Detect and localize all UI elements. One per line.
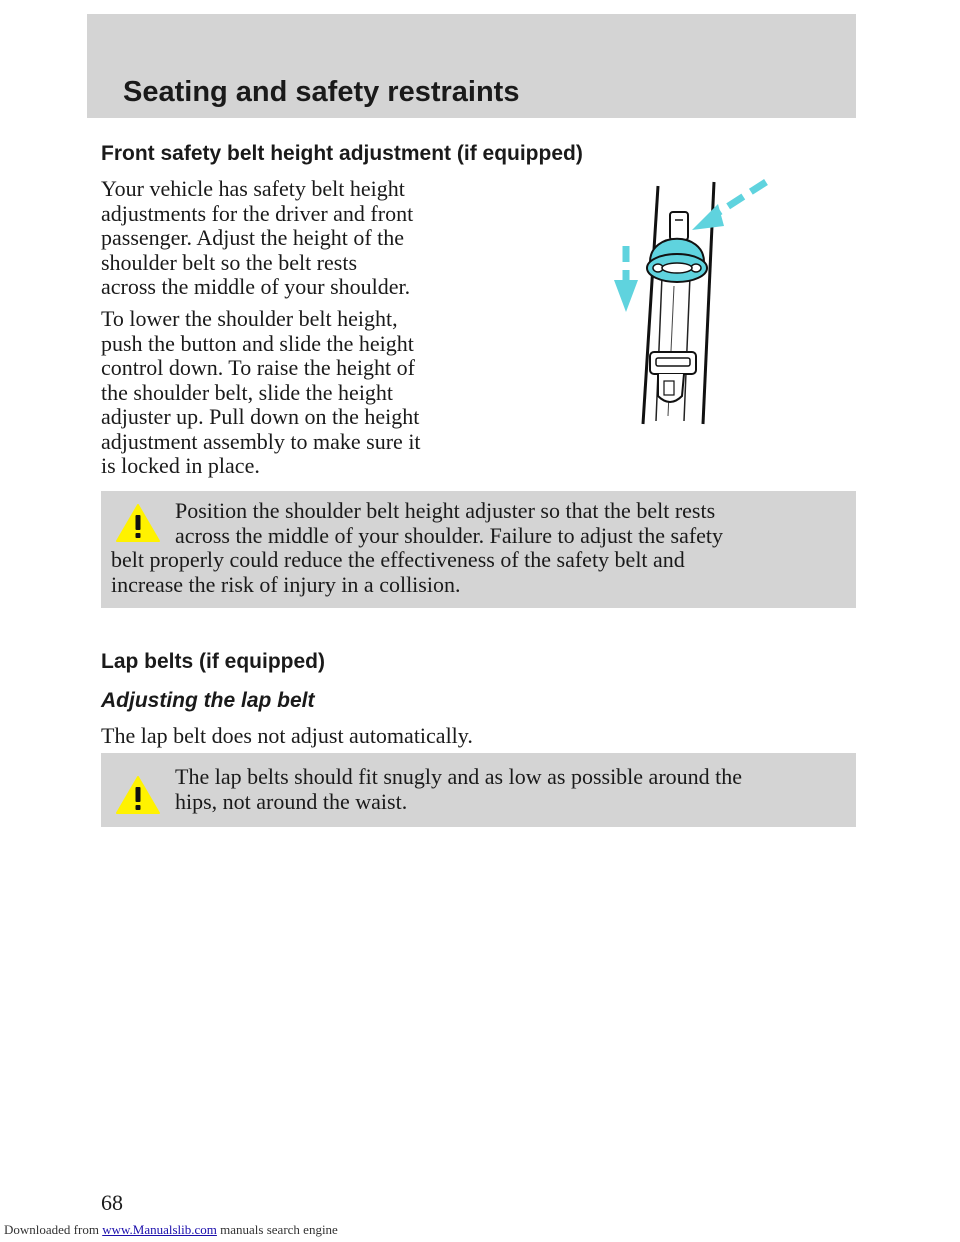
warning-text: [175, 765, 742, 814]
text-line: across the middle of your shoulder.: [101, 274, 411, 299]
paragraph-lap-belt: [101, 724, 473, 749]
text-line: increase the risk of injury in a collision.: [111, 571, 461, 597]
text-line: Your vehicle has safety belt height: [101, 176, 405, 201]
paragraph-height-intro: [101, 177, 413, 300]
text-line: belt properly could reduce the effectiveness of the safety belt and: [111, 547, 685, 572]
page-number: 68: [101, 1190, 123, 1215]
section-heading-lap-belts: Lap belts (if equipped): [101, 650, 325, 673]
belt-height-adjuster-illustration: [600, 176, 780, 431]
warning-text: [175, 499, 723, 548]
text-line: The lap belts should fit snugly and as low as possible around the: [175, 764, 743, 789]
text-line: across the middle of your shoulder. Failure to adjust the safety: [175, 522, 724, 548]
text-line: adjustment assembly to make sure it: [101, 428, 421, 454]
text-line: passenger. Adjust the height of the: [101, 225, 405, 250]
subheading-adjusting-lap-belt: Adjusting the lap belt: [101, 689, 315, 712]
warning-box-shoulder-belt: [101, 491, 856, 608]
text-line: hips, not around the waist.: [175, 788, 408, 814]
text-line: control down. To raise the height of: [101, 355, 415, 380]
warning-box-lap-belt: [101, 753, 856, 827]
warning-text-continued: [111, 548, 685, 597]
footer-suffix: manuals search engine: [216, 1222, 338, 1237]
page-title: Seating and safety restraints: [123, 76, 520, 108]
paragraph-height-instructions: [101, 307, 421, 479]
text-line: To lower the shoulder belt height,: [101, 306, 398, 331]
manualslib-link[interactable]: www.Manualslib.com: [102, 1222, 217, 1237]
text-line: Position the shoulder belt height adjuster so that the belt rests: [175, 498, 716, 523]
section-heading-height-adjustment: Front safety belt height adjustment (if equipped): [101, 142, 583, 165]
download-footer: [4, 1222, 338, 1238]
text-line: adjustments for the driver and front: [101, 200, 414, 226]
text-line: shoulder belt so the belt rests: [101, 249, 358, 275]
warning-triangle-icon: [115, 775, 161, 815]
text-line: is locked in place.: [101, 453, 260, 478]
text-line: adjuster up. Pull down on the height: [101, 404, 420, 429]
text-line: The lap belt does not adjust automatically.: [101, 723, 473, 748]
text-line: the shoulder belt, slide the height: [101, 379, 394, 405]
text-line: push the button and slide the height: [101, 330, 414, 356]
footer-prefix: Downloaded from: [4, 1222, 99, 1237]
warning-triangle-icon: [115, 503, 161, 543]
